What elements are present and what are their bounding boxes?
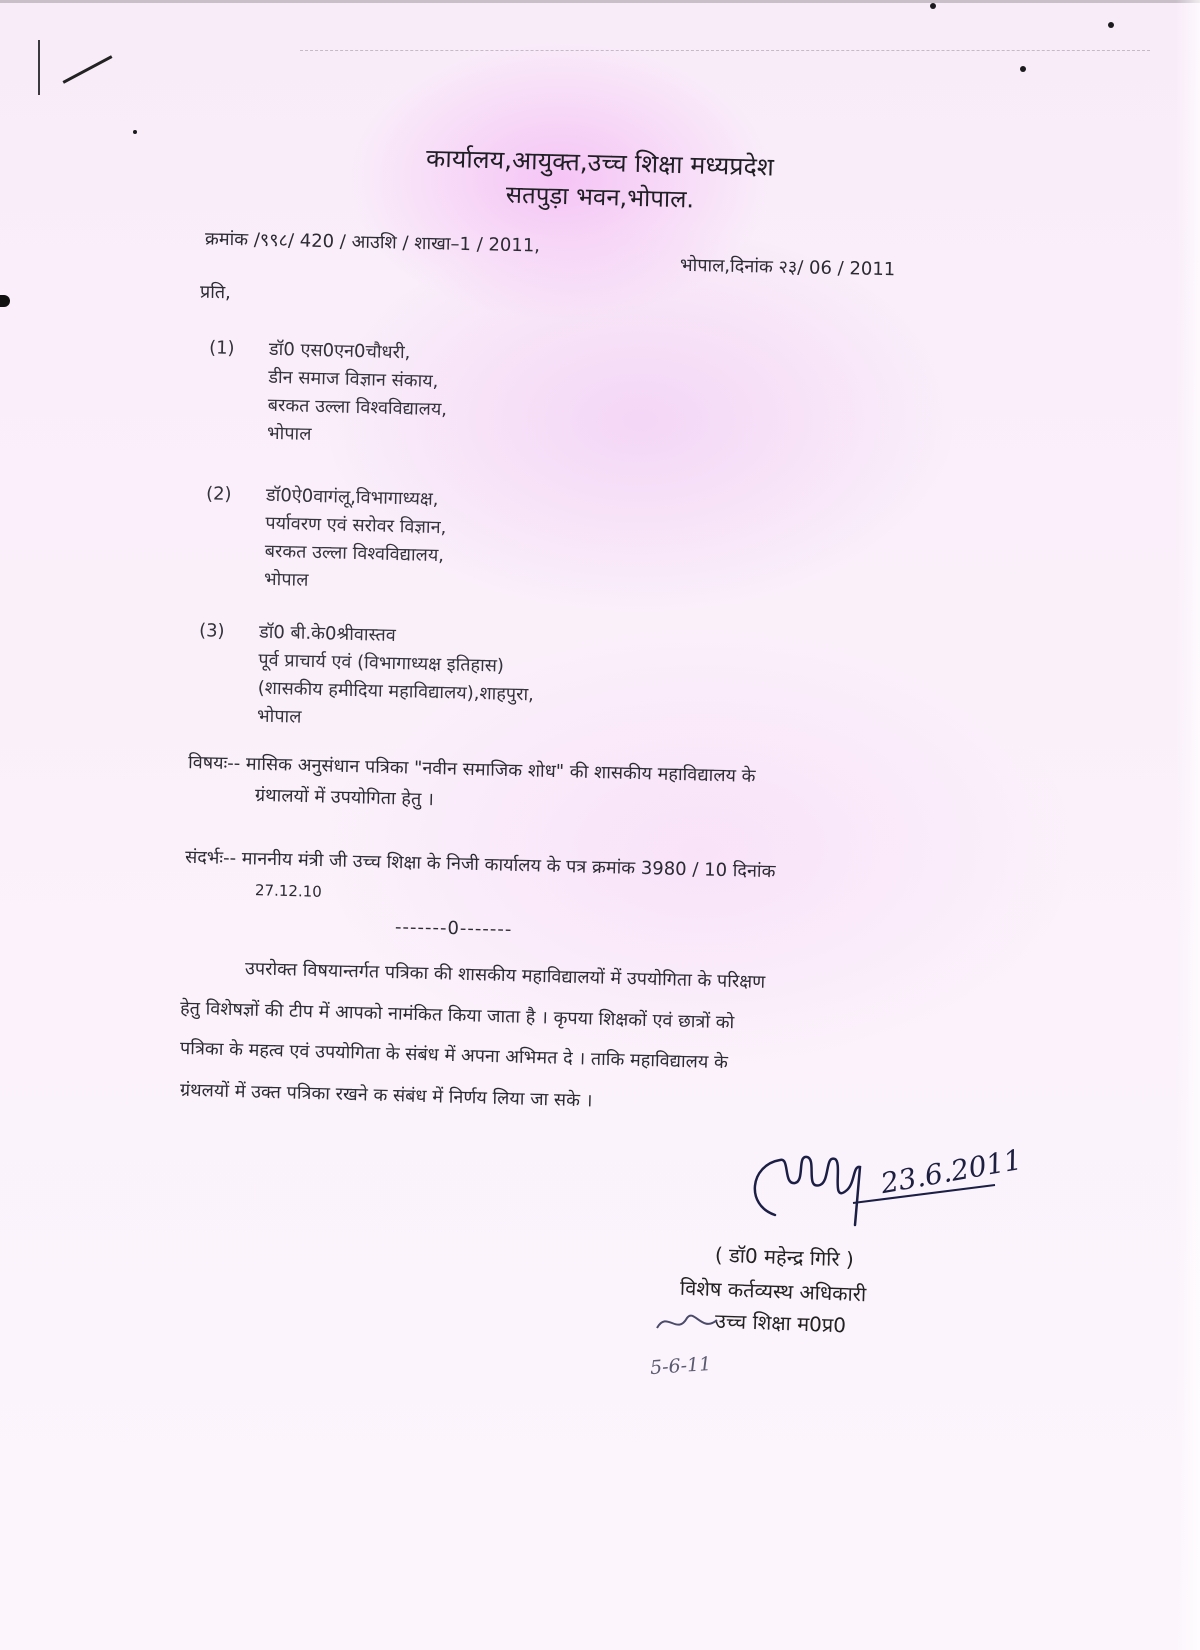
- addressee-number: (2): [205, 483, 232, 505]
- addressee-line: भोपाल: [263, 568, 309, 591]
- scan-speck: [930, 3, 936, 9]
- body-line: ग्रंथलयों में उक्त पत्रिका रखने क संबंध में निर्णय लिया जा सके ।: [179, 1079, 593, 1112]
- corner-mark: [38, 40, 46, 95]
- scan-right-edge: [1176, 0, 1200, 1650]
- addressee-1: [208, 336, 449, 452]
- addressee-line: (शासकीय हमीदिया महाविद्यालय),शाहपुरा,: [257, 677, 535, 706]
- reference-number: क्रमांक /९९८/ 420 / आउशि / शाखा–1 / 2011,: [204, 228, 541, 257]
- reference-context-line: संदर्भः-- माननीय मंत्री जी उच्च शिक्षा के निजी कार्यालय के पत्र क्रमांक 3980 / 10 दिनांक: [184, 846, 776, 883]
- body-line: उपरोक्त विषयान्तर्गत पत्रिका की शासकीय महाविद्यालयों में उपयोगिता के परिक्षण: [244, 958, 766, 993]
- signatory-name: ( डॉ0 महेन्द्र गिरि ): [714, 1242, 855, 1272]
- office-address: सतपुड़ा भवन,भोपाल.: [505, 180, 695, 214]
- scan-speck: [1020, 66, 1026, 72]
- top-dashed-rule: [300, 50, 1150, 51]
- addressee-line: भोपाल: [266, 422, 312, 445]
- addressee-number: (3): [198, 620, 225, 642]
- scan-speck: [1108, 22, 1114, 28]
- signatory-designation: विशेष कर्तव्यस्थ अधिकारी: [679, 1275, 867, 1307]
- signatory-department: उच्च शिक्षा म0प्र0: [714, 1308, 847, 1338]
- subject-line: विषयः-- मासिक अनुसंधान पत्रिका "नवीन समाजिक शोध" की शासकीय महाविद्यालय के: [187, 752, 756, 787]
- office-title: कार्यालय,आयुक्त,उच्च शिक्षा मध्यप्रदेश: [425, 143, 775, 182]
- to-label: प्रति,: [199, 281, 232, 304]
- scan-top-edge: [0, 0, 1200, 3]
- addressee-line: भोपाल: [256, 705, 302, 728]
- addressee-number: (1): [208, 337, 235, 359]
- addressee-2: [205, 482, 448, 598]
- addressee-line: बरकत उल्ला विश्वविद्यालय,: [264, 540, 445, 567]
- signature-date: 23.6.2011: [878, 1142, 1025, 1201]
- addressee-3: [198, 619, 536, 738]
- section-separator: -------0-------: [394, 916, 513, 941]
- subject-line: ग्रंथालयों में उपयोगिता हेतु ।: [254, 784, 435, 811]
- addressee-line: डॉ0ऐ0वागंलू,विभागाध्यक्ष,: [265, 484, 439, 511]
- addressee-line: पर्यावरण एवं सरोवर विज्ञान,: [265, 512, 447, 539]
- handwritten-initials-scribble: [652, 1308, 722, 1338]
- letter-date: भोपाल,दिनांक २३/ 06 / 2011: [679, 254, 896, 281]
- addressee-line: डॉ0 एस0एन0चौधरी,: [268, 338, 411, 364]
- addressee-line: बरकत उल्ला विश्वविद्यालय,: [267, 394, 448, 421]
- body-line: हेतु विशेषज्ञों की टीप में आपको नामंकित किया जाता है । कृपया शिक्षकों एवं छात्रों को: [179, 997, 735, 1034]
- addressee-line: डॉ0 बी.के0श्रीवास्तव: [258, 621, 397, 646]
- reference-context-date: 27.12.10: [254, 881, 323, 901]
- body-line: पत्रिका के महत्व एवं उपयोगिता के संबंध में अपना अभिमत दे । ताकि महाविद्यालय के: [179, 1037, 729, 1074]
- pen-stroke-mark: [63, 55, 113, 83]
- addressee-line: पूर्व प्राचार्य एवं (विभागाध्यक्ष इतिहास): [258, 649, 505, 677]
- addressee-line: डीन समाज विज्ञान संकाय,: [268, 366, 439, 392]
- punch-hole: [0, 295, 10, 307]
- handwritten-initials-date: 5-6-11: [649, 1352, 712, 1380]
